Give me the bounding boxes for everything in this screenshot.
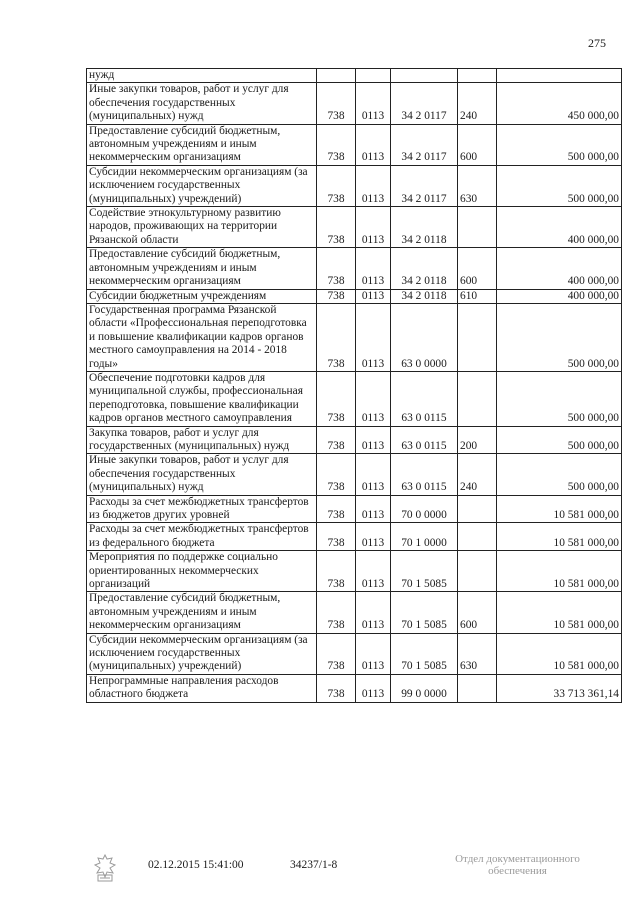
table-cell-name: Предоставление субсидий бюджетным, автономным учреждениям и иным некоммерческим организациям bbox=[87, 124, 317, 165]
table-cell-section-code: 0113 bbox=[356, 165, 391, 206]
table-cell-department-code: 738 bbox=[317, 495, 356, 523]
table-cell-amount: 10 581 000,00 bbox=[497, 551, 622, 592]
page-number: 275 bbox=[588, 36, 606, 50]
table-cell-name: Предоставление субсидий бюджетным, автономным учреждениям и иным некоммерческим организациям bbox=[87, 248, 317, 289]
table-cell-target-article: 63 0 0115 bbox=[391, 371, 458, 426]
table-cell-section-code: 0113 bbox=[356, 289, 391, 303]
table-row bbox=[87, 523, 622, 551]
table-cell-section-code: 0113 bbox=[356, 674, 391, 702]
table-cell-name: нужд bbox=[87, 69, 317, 83]
table-cell-name: Расходы за счет межбюджетных трансфертов из бюджетов других уровней bbox=[87, 495, 317, 523]
department-stamp-line-1: Отдел документационного bbox=[455, 853, 580, 865]
table-cell-section-code: 0113 bbox=[356, 592, 391, 633]
table-cell-amount: 500 000,00 bbox=[497, 371, 622, 426]
table-cell-amount: 500 000,00 bbox=[497, 303, 622, 371]
table-cell-target-article: 34 2 0118 bbox=[391, 248, 458, 289]
table-cell-amount: 10 581 000,00 bbox=[497, 523, 622, 551]
table-cell-section-code: 0113 bbox=[356, 371, 391, 426]
table-cell-expense-type: 600 bbox=[458, 592, 497, 633]
table-row bbox=[87, 551, 622, 592]
table-cell-expense-type bbox=[458, 371, 497, 426]
department-stamp bbox=[440, 853, 595, 877]
table-cell-amount: 33 713 361,14 bbox=[497, 674, 622, 702]
table-cell-department-code: 738 bbox=[317, 289, 356, 303]
table-cell-section-code: 0113 bbox=[356, 207, 391, 248]
table-cell-expense-type: 240 bbox=[458, 454, 497, 495]
table-cell-expense-type: 200 bbox=[458, 426, 497, 454]
table-cell-department-code: 738 bbox=[317, 426, 356, 454]
table-cell-target-article: 34 2 0118 bbox=[391, 289, 458, 303]
table-row bbox=[87, 165, 622, 206]
table-cell-target-article: 34 2 0117 bbox=[391, 124, 458, 165]
table-cell-target-article: 70 1 5085 bbox=[391, 551, 458, 592]
table-cell-target-article: 63 0 0115 bbox=[391, 426, 458, 454]
table-row bbox=[87, 289, 622, 303]
footer-timestamp: 02.12.2015 15:41:00 bbox=[148, 859, 244, 871]
table-cell-expense-type bbox=[458, 523, 497, 551]
table-cell-target-article: 34 2 0117 bbox=[391, 83, 458, 124]
table-cell-target-article bbox=[391, 69, 458, 83]
table-cell-expense-type: 630 bbox=[458, 633, 497, 674]
table-cell-section-code: 0113 bbox=[356, 523, 391, 551]
table-cell-section-code bbox=[356, 69, 391, 83]
table-row bbox=[87, 426, 622, 454]
table-cell-department-code: 738 bbox=[317, 551, 356, 592]
table-cell-name: Расходы за счет межбюджетных трансфертов из федерального бюджета bbox=[87, 523, 317, 551]
table-cell-department-code: 738 bbox=[317, 207, 356, 248]
emblem-seal-icon bbox=[92, 853, 118, 883]
table-cell-amount: 450 000,00 bbox=[497, 83, 622, 124]
footer-document-number: 34237/1-8 bbox=[290, 859, 338, 871]
table-row bbox=[87, 303, 622, 371]
table-cell-target-article: 34 2 0118 bbox=[391, 207, 458, 248]
budget-table bbox=[86, 68, 622, 703]
table-cell-name: Мероприятия по поддержке социально ориентированных некоммерческих организаций bbox=[87, 551, 317, 592]
table-cell-target-article: 70 1 5085 bbox=[391, 592, 458, 633]
table-cell-amount: 10 581 000,00 bbox=[497, 592, 622, 633]
table-cell-amount: 400 000,00 bbox=[497, 289, 622, 303]
table-cell-section-code: 0113 bbox=[356, 633, 391, 674]
department-stamp-line-2: обеспечения bbox=[488, 865, 547, 877]
table-cell-department-code: 738 bbox=[317, 523, 356, 551]
table-row bbox=[87, 674, 622, 702]
table-cell-target-article: 70 1 5085 bbox=[391, 633, 458, 674]
table-cell-department-code: 738 bbox=[317, 674, 356, 702]
table-cell-amount: 500 000,00 bbox=[497, 454, 622, 495]
table-cell-amount: 400 000,00 bbox=[497, 207, 622, 248]
table-cell-expense-type bbox=[458, 674, 497, 702]
table-cell-name: Субсидии некоммерческим организациям (за исключением государственных (муниципальных) учреждений) bbox=[87, 633, 317, 674]
table-cell-department-code: 738 bbox=[317, 248, 356, 289]
table-row bbox=[87, 248, 622, 289]
table-cell-target-article: 34 2 0117 bbox=[391, 165, 458, 206]
table-cell-name: Содействие этнокультурному развитию народов, проживающих на территории Рязанской области bbox=[87, 207, 317, 248]
table-body bbox=[87, 69, 622, 703]
table-row bbox=[87, 592, 622, 633]
table-row bbox=[87, 83, 622, 124]
table-cell-expense-type: 240 bbox=[458, 83, 497, 124]
table-cell-department-code: 738 bbox=[317, 592, 356, 633]
table-cell-department-code: 738 bbox=[317, 633, 356, 674]
table-cell-amount bbox=[497, 69, 622, 83]
table-cell-section-code: 0113 bbox=[356, 248, 391, 289]
table-cell-department-code: 738 bbox=[317, 371, 356, 426]
table-cell-section-code: 0113 bbox=[356, 495, 391, 523]
table-cell-name: Закупка товаров, работ и услуг для государственных (муниципальных) нужд bbox=[87, 426, 317, 454]
table-row bbox=[87, 69, 622, 83]
table-row bbox=[87, 454, 622, 495]
table-cell-name: Обеспечение подготовки кадров для муниципальной службы, профессиональная переподготовка, повышение квалификации кадров органов местного самоуправления bbox=[87, 371, 317, 426]
table-cell-expense-type: 630 bbox=[458, 165, 497, 206]
table-cell-amount: 10 581 000,00 bbox=[497, 633, 622, 674]
table-cell-section-code: 0113 bbox=[356, 454, 391, 495]
table-cell-amount: 500 000,00 bbox=[497, 165, 622, 206]
table-cell-expense-type bbox=[458, 207, 497, 248]
table-cell-section-code: 0113 bbox=[356, 83, 391, 124]
table-cell-amount: 10 581 000,00 bbox=[497, 495, 622, 523]
table-row bbox=[87, 495, 622, 523]
table-cell-expense-type: 610 bbox=[458, 289, 497, 303]
table-cell-section-code: 0113 bbox=[356, 551, 391, 592]
table-row bbox=[87, 633, 622, 674]
table-cell-name: Предоставление субсидий бюджетным, автономным учреждениям и иным некоммерческим организациям bbox=[87, 592, 317, 633]
table-cell-department-code bbox=[317, 69, 356, 83]
table-row bbox=[87, 207, 622, 248]
table-cell-department-code: 738 bbox=[317, 454, 356, 495]
table-cell-section-code: 0113 bbox=[356, 426, 391, 454]
table-cell-expense-type bbox=[458, 495, 497, 523]
table-cell-department-code: 738 bbox=[317, 124, 356, 165]
table-cell-name: Государственная программа Рязанской области «Профессиональная переподготовка и повышение квалификации кадров органов местного самоуправления на 2014 - 2018 годы» bbox=[87, 303, 317, 371]
table-cell-expense-type bbox=[458, 303, 497, 371]
table-cell-department-code: 738 bbox=[317, 83, 356, 124]
table-cell-name: Иные закупки товаров, работ и услуг для обеспечения государственных (муниципальных) нужд bbox=[87, 454, 317, 495]
table-cell-expense-type bbox=[458, 69, 497, 83]
table-cell-section-code: 0113 bbox=[356, 124, 391, 165]
table-cell-target-article: 99 0 0000 bbox=[391, 674, 458, 702]
page-footer bbox=[0, 851, 640, 891]
table-cell-expense-type: 600 bbox=[458, 124, 497, 165]
table-cell-target-article: 70 1 0000 bbox=[391, 523, 458, 551]
table-cell-name: Непрограммные направления расходов областного бюджета bbox=[87, 674, 317, 702]
table-cell-target-article: 70 0 0000 bbox=[391, 495, 458, 523]
table-cell-target-article: 63 0 0000 bbox=[391, 303, 458, 371]
table-cell-department-code: 738 bbox=[317, 303, 356, 371]
table-row bbox=[87, 371, 622, 426]
table-cell-amount: 500 000,00 bbox=[497, 426, 622, 454]
table-cell-name: Субсидии некоммерческим организациям (за исключением государственных (муниципальных) учреждений) bbox=[87, 165, 317, 206]
table-row bbox=[87, 124, 622, 165]
table-cell-name: Субсидии бюджетным учреждениям bbox=[87, 289, 317, 303]
table-cell-expense-type: 600 bbox=[458, 248, 497, 289]
table-cell-amount: 400 000,00 bbox=[497, 248, 622, 289]
table-cell-section-code: 0113 bbox=[356, 303, 391, 371]
table-cell-name: Иные закупки товаров, работ и услуг для обеспечения государственных (муниципальных) нужд bbox=[87, 83, 317, 124]
table-cell-amount: 500 000,00 bbox=[497, 124, 622, 165]
table-cell-target-article: 63 0 0115 bbox=[391, 454, 458, 495]
table-cell-expense-type bbox=[458, 551, 497, 592]
table-cell-department-code: 738 bbox=[317, 165, 356, 206]
